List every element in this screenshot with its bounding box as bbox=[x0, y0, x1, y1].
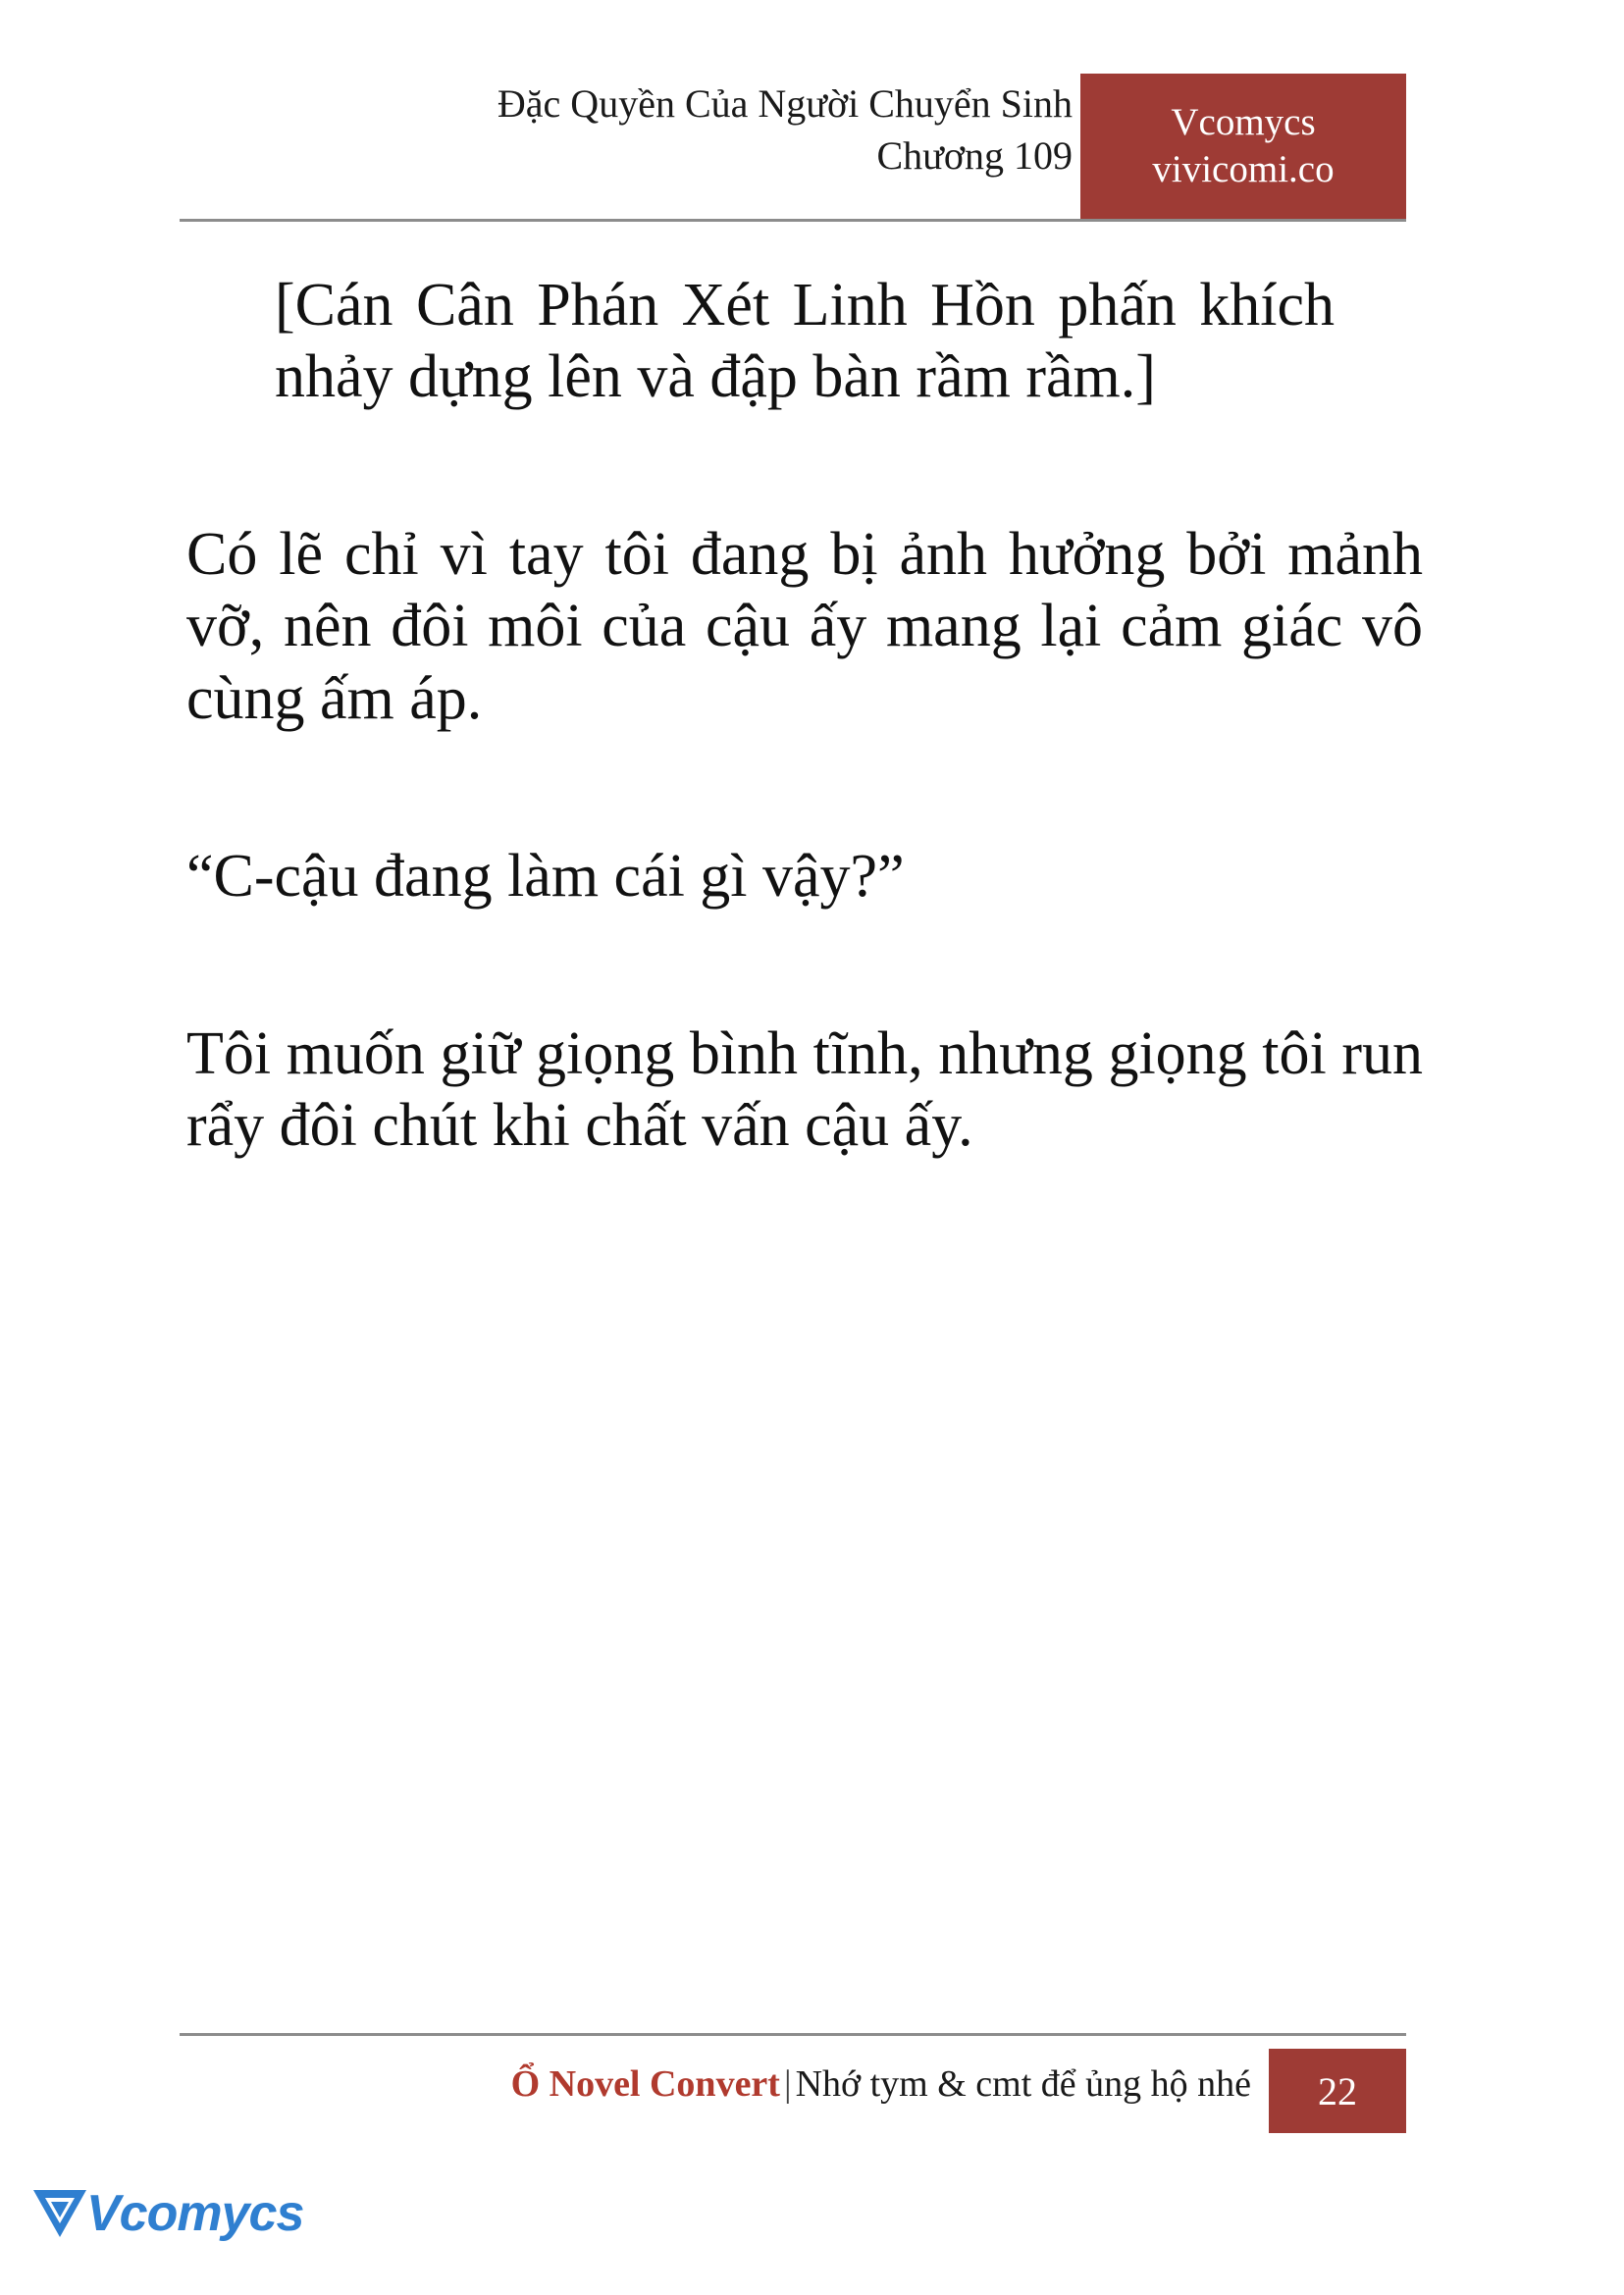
vcomycs-logo-icon bbox=[29, 2182, 90, 2243]
paragraph-3: “C-cậu đang làm cái gì vậy?” bbox=[186, 842, 905, 910]
footer-brand: Ổ Novel Convert bbox=[510, 2063, 780, 2105]
header-title-line1: Đặc Quyền Của Người Chuyển Sinh bbox=[497, 81, 1073, 126]
footer-content bbox=[180, 2053, 1406, 2129]
brand-badge bbox=[1080, 74, 1406, 219]
header-divider bbox=[180, 219, 1406, 222]
paragraph-2: Có lẽ chỉ vì tay tôi đang bị ảnh hưởng bởi mảnh vỡ, nên đôi môi của cậu ấy mang lại cảm giác vô cùng ấm áp. bbox=[186, 521, 1423, 732]
page-footer bbox=[180, 2033, 1406, 2141]
header-chapter-label: Chương 109 bbox=[876, 132, 1073, 178]
paragraph-spacer-3 bbox=[186, 973, 1423, 1018]
brand-name: Vcomycs bbox=[1171, 101, 1316, 144]
paragraph-spacer-1 bbox=[186, 474, 1423, 519]
watermark-logo bbox=[29, 2176, 304, 2255]
watermark-text: Vcomycs bbox=[86, 2185, 304, 2242]
footer-divider bbox=[180, 2033, 1406, 2036]
footer-note: Nhớ tym & cmt để ủng hộ nhé bbox=[795, 2063, 1251, 2105]
paragraph-1: [Cán Cân Phán Xét Linh Hồn phấn khích nhảy dựng lên và đập bàn rầm rầm.] bbox=[275, 272, 1335, 411]
header-title bbox=[268, 78, 1073, 183]
paragraph-spacer-2 bbox=[186, 796, 1423, 841]
page-number: 22 bbox=[1318, 2068, 1357, 2113]
page-content bbox=[186, 270, 1423, 1223]
page-header bbox=[180, 78, 1406, 221]
brand-url: vivicomi.co bbox=[1152, 148, 1335, 190]
page-number-badge bbox=[1269, 2049, 1406, 2133]
footer-separator: | bbox=[783, 2063, 792, 2105]
paragraph-4: Tôi muốn giữ giọng bình tĩnh, nhưng giọng tôi run rẩy đôi chút khi chất vấn cậu ấy. bbox=[186, 1019, 1423, 1160]
footer-credit bbox=[511, 2062, 1251, 2106]
